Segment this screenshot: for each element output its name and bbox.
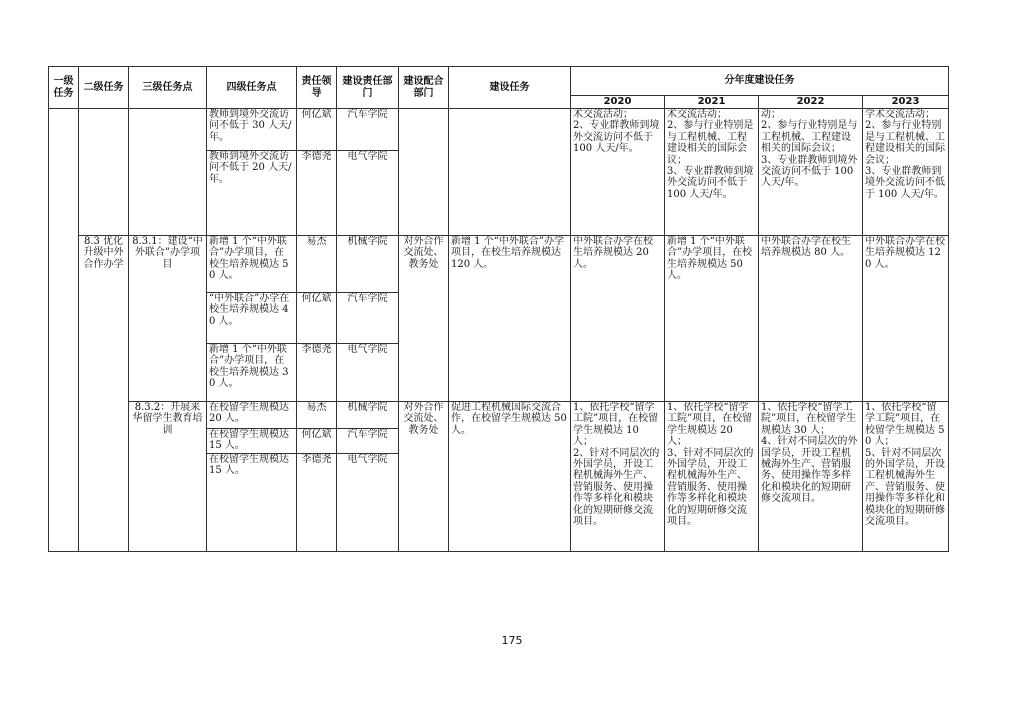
level4-cell: 在校留学生规模达 15 人。 xyxy=(207,429,297,454)
year-2021-cell: 1、依托学校“留学工院”项目，在校留学生规模达 20 人； 3、针对不同层次的外国学员，开设工程机械海外生产、营销服务、使用操作等多样化和模块化的短期研修交流项目。 xyxy=(665,402,759,552)
task-cell: 新增 1 个“中外联合”办学项目，在校生培养规模达 120 人。 xyxy=(449,236,571,402)
leader-cell: 李德尧 xyxy=(297,454,337,552)
dept-cell: 机械学院 xyxy=(337,236,399,293)
header-leader: 责任领导 xyxy=(297,67,337,109)
level3-task-8-3-2: 8.3.2：开展来华留学生教育培训 xyxy=(129,402,207,552)
header-year-2022: 2022 xyxy=(759,96,863,109)
level4-cell: 新增 1 个“中外联合”办学项目，在校生培养规模达 30 人。 xyxy=(207,344,297,402)
dept-cell: 电气学院 xyxy=(337,454,399,552)
page-number: 175 xyxy=(501,634,523,647)
dept-cell: 汽车学院 xyxy=(337,293,399,344)
level2-cell-cont xyxy=(79,109,129,236)
dept-cell: 汽车学院 xyxy=(337,429,399,454)
header-level3: 三级任务点 xyxy=(129,67,207,109)
coop-cell-cont xyxy=(399,109,449,236)
header-coop: 建设配合部门 xyxy=(399,67,449,109)
year-2023-cell: 中外联合办学在校生培养规模达 120 人。 xyxy=(863,236,949,402)
leader-cell: 李德尧 xyxy=(297,151,337,236)
header-year-2021: 2021 xyxy=(665,96,759,109)
dept-cell: 电气学院 xyxy=(337,151,399,236)
header-annual: 分年度建设任务 xyxy=(571,67,949,96)
leader-cell: 易杰 xyxy=(297,236,337,293)
year-2022-cell: 中外联合办学在校生培养规模达 80 人。 xyxy=(759,236,863,402)
dept-cell: 汽车学院 xyxy=(337,109,399,151)
leader-cell: 何亿斌 xyxy=(297,293,337,344)
header-year-2020: 2020 xyxy=(571,96,665,109)
table-row xyxy=(49,236,949,293)
construction-task-table xyxy=(48,66,949,552)
dept-cell: 电气学院 xyxy=(337,344,399,402)
year-2023-cell: 学术交流活动； 2、参与行业特别是与工程机械、工程建设相关的国际会议； 3、专业群教师到境外交流访问不低于 100 人天/年。 xyxy=(863,109,949,236)
year-2021-cell: 术交流活动； 2、参与行业特别是与工程机械、工程建设相关的国际会议； 3、专业群教师到境外交流访问不低于 100 人天/年。 xyxy=(665,109,759,236)
leader-cell: 李德尧 xyxy=(297,344,337,402)
header-task: 建设任务 xyxy=(449,67,571,109)
year-2022-cell: 动； 2、参与行业特别是与工程机械、工程建设相关的国际会议； 3、专业群教师到境外交流访问不低于 100 人天/年。 xyxy=(759,109,863,236)
year-2023-cell: 1、依托学校“留学工院”项目，在校留学生规模达 50 人； 5、针对不同层次的外国学员，开设工程机械海外生产、营销服务、使用操作等多样化和模块化的短期研修交流项目。 xyxy=(863,402,949,552)
level4-cell: 教师到境外交流访问不低于 30 人天/年。 xyxy=(207,109,297,151)
level4-cell: 在校留学生规模达 20 人。 xyxy=(207,402,297,429)
table-row xyxy=(49,109,949,151)
task-cell-cont xyxy=(449,109,571,236)
header-dept: 建设责任部门 xyxy=(337,67,399,109)
header-level4: 四级任务点 xyxy=(207,67,297,109)
year-2021-cell: 新增 1 个“中外联合”办学项目，在校生培养规模达 50 人。 xyxy=(665,236,759,402)
level4-cell: 在校留学生规模达 15 人。 xyxy=(207,454,297,552)
task-cell: 促进工程机械国际交流合作，在校留学生规模达 50 人。 xyxy=(449,402,571,552)
coop-cell: 对外合作交流处、教务处 xyxy=(399,402,449,552)
coop-cell: 对外合作交流处、教务处 xyxy=(399,236,449,402)
leader-cell: 何亿斌 xyxy=(297,429,337,454)
dept-cell: 机械学院 xyxy=(337,402,399,429)
level4-cell: “中外联合”办学在校生培养规模达 40 人。 xyxy=(207,293,297,344)
level4-cell: 新增 1 个“中外联合”办学项目，在校生培养规模达 50 人。 xyxy=(207,236,297,293)
level4-cell: 教师到境外交流访问不低于 20 人天/年。 xyxy=(207,151,297,236)
year-2020-cell: 术交流活动； 2、专业群教师到境外交流访问不低于 100 人天/年。 xyxy=(571,109,665,236)
level3-task-8-3-1: 8.3.1：建设“中外联合”办学项目 xyxy=(129,236,207,402)
level1-cell xyxy=(49,109,79,552)
year-2020-cell: 1、依托学校“留学工院”项目，在校留学生规模达 10 人； 2、针对不同层次的外国学员，开设工程机械海外生产、营销服务、使用操作等多样化和模块化的短期研修交流项目。 xyxy=(571,402,665,552)
level3-cell-cont xyxy=(129,109,207,236)
leader-cell: 易杰 xyxy=(297,402,337,429)
header-level2: 二级任务 xyxy=(79,67,129,109)
header-year-2023: 2023 xyxy=(863,96,949,109)
level2-task-cell: 8.3 优化升级中外合作办学 xyxy=(79,236,129,552)
table-row xyxy=(49,402,949,429)
header-level1: 一级任务 xyxy=(49,67,79,109)
leader-cell: 何亿斌 xyxy=(297,109,337,151)
year-2022-cell: 1、依托学校“留学工院”项目，在校留学生规模达 30 人； 4、针对不同层次的外国学员，开设工程机械海外生产、营销服务、使用操作等多样化和模块化的短期研修交流项目。 xyxy=(759,402,863,552)
year-2020-cell: 中外联合办学在校生培养规模达 20 人。 xyxy=(571,236,665,402)
